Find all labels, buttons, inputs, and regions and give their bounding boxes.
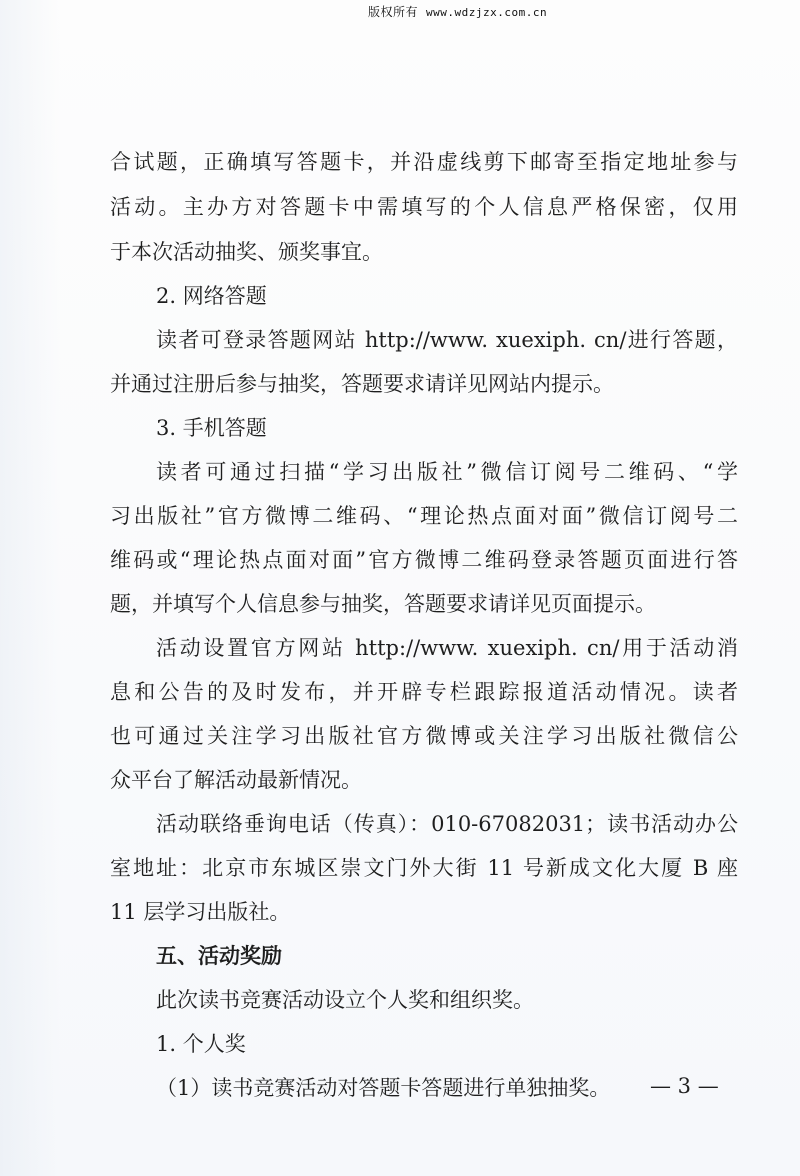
text-line: 活动。主办方对答题卡中需填写的个人信息严格保密，仅用: [110, 195, 738, 219]
text-line: 维码或“理论热点面对面”官方微博二维码登录答题页面进行答: [110, 548, 738, 572]
watermark-url: www.wdzjzx.com.cn: [426, 6, 548, 19]
scan-shadow: [0, 0, 60, 1176]
text-line: 众平台了解活动最新情况。: [110, 768, 362, 792]
text-line: 读者可登录答题网站 http://www. xuexiph. cn/进行答题，: [156, 328, 738, 352]
text-line: 读者可通过扫描“学习出版社”微信订阅号二维码、“学: [156, 460, 738, 484]
text-line: 息和公告的及时发布，并开辟专栏跟踪报道活动情况。读者: [110, 680, 738, 704]
text-line: 室地址：北京市东城区崇文门外大街 11 号新成文化大厦 B 座: [110, 856, 738, 880]
text-line: 并通过注册后参与抽奖，答题要求请详见网站内提示。: [110, 372, 614, 396]
text-line: 活动联络垂询电话（传真）：010-67082031；读书活动办公: [156, 812, 738, 836]
text-line: （1）读书竞赛活动对答题卡答题进行单独抽奖。: [156, 1076, 611, 1100]
section-heading: 五、活动奖励: [156, 944, 282, 968]
text-line: 习出版社”官方微博二维码、“理论热点面对面”微信订阅号二: [110, 504, 738, 528]
watermark: [368, 3, 547, 20]
page-number: — 3 —: [650, 1074, 719, 1098]
watermark-label: 版权所有: [368, 5, 419, 19]
section-label: 1. 个人奖: [156, 1032, 246, 1056]
text-line: 也可通过关注学习出版社官方微博或关注学习出版社微信公: [110, 724, 738, 748]
text-line: 活动设置官方网站 http://www. xuexiph. cn/用于活动消: [156, 636, 738, 660]
section-label: 3. 手机答题: [156, 416, 267, 440]
text-line: 合试题，正确填写答题卡，并沿虚线剪下邮寄至指定地址参与: [110, 150, 738, 174]
text-line: 题，并填写个人信息参与抽奖，答题要求请详见页面提示。: [110, 592, 656, 616]
text-line: 此次读书竞赛活动设立个人奖和组织奖。: [156, 988, 534, 1012]
text-line: 于本次活动抽奖、颁奖事宜。: [110, 240, 383, 264]
section-label: 2. 网络答题: [156, 284, 267, 308]
text-line: 11 层学习出版社。: [110, 900, 291, 924]
